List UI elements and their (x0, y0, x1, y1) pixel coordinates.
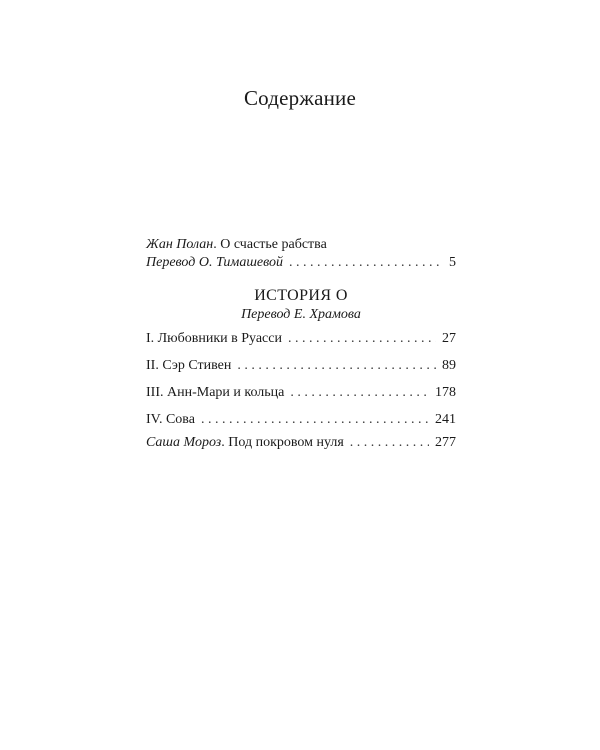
toc-entry-afterword (146, 434, 456, 452)
dot-leader (288, 330, 436, 348)
chapter-list (146, 330, 456, 429)
preface-title: . О счастье рабства (213, 237, 327, 252)
afterword-page: 277 (435, 435, 456, 450)
preface-page: 5 (449, 255, 456, 270)
dot-leader (201, 411, 429, 429)
toc-entry-preface (146, 236, 456, 272)
afterword-title: . Под покровом нуля (221, 435, 344, 450)
preface-translator-line (146, 254, 456, 272)
chapter-item (146, 384, 456, 402)
chapter-page: 178 (435, 385, 456, 400)
dot-leader (237, 357, 436, 375)
chapter-page: 241 (435, 412, 456, 427)
chapter-item (146, 411, 456, 429)
chapter-page: 89 (442, 358, 456, 373)
chapter-label: I. Любовники в Руасси (146, 331, 282, 346)
preface-translator: Перевод О. Тимашевой (146, 255, 283, 270)
dot-leader (289, 254, 443, 272)
chapter-item (146, 330, 456, 348)
story-heading (146, 287, 456, 324)
dot-leader (290, 384, 429, 402)
chapter-label: II. Сэр Стивен (146, 358, 232, 373)
story-title: ИСТОРИЯ О (254, 287, 348, 304)
afterword-author: Саша Мороз (146, 435, 222, 450)
chapter-label: III. Анн-Мари и кольца (146, 385, 285, 400)
chapter-item (146, 357, 456, 375)
page-title: Содержание (243, 86, 357, 110)
dot-leader (350, 434, 429, 452)
afterword-line (146, 434, 456, 452)
chapter-label: IV. Сова (146, 412, 195, 427)
preface-author: Жан Полан (146, 237, 214, 252)
preface-title-line (146, 236, 456, 254)
chapter-page: 27 (442, 331, 456, 346)
story-translator: Перевод Е. Храмова (241, 307, 361, 322)
